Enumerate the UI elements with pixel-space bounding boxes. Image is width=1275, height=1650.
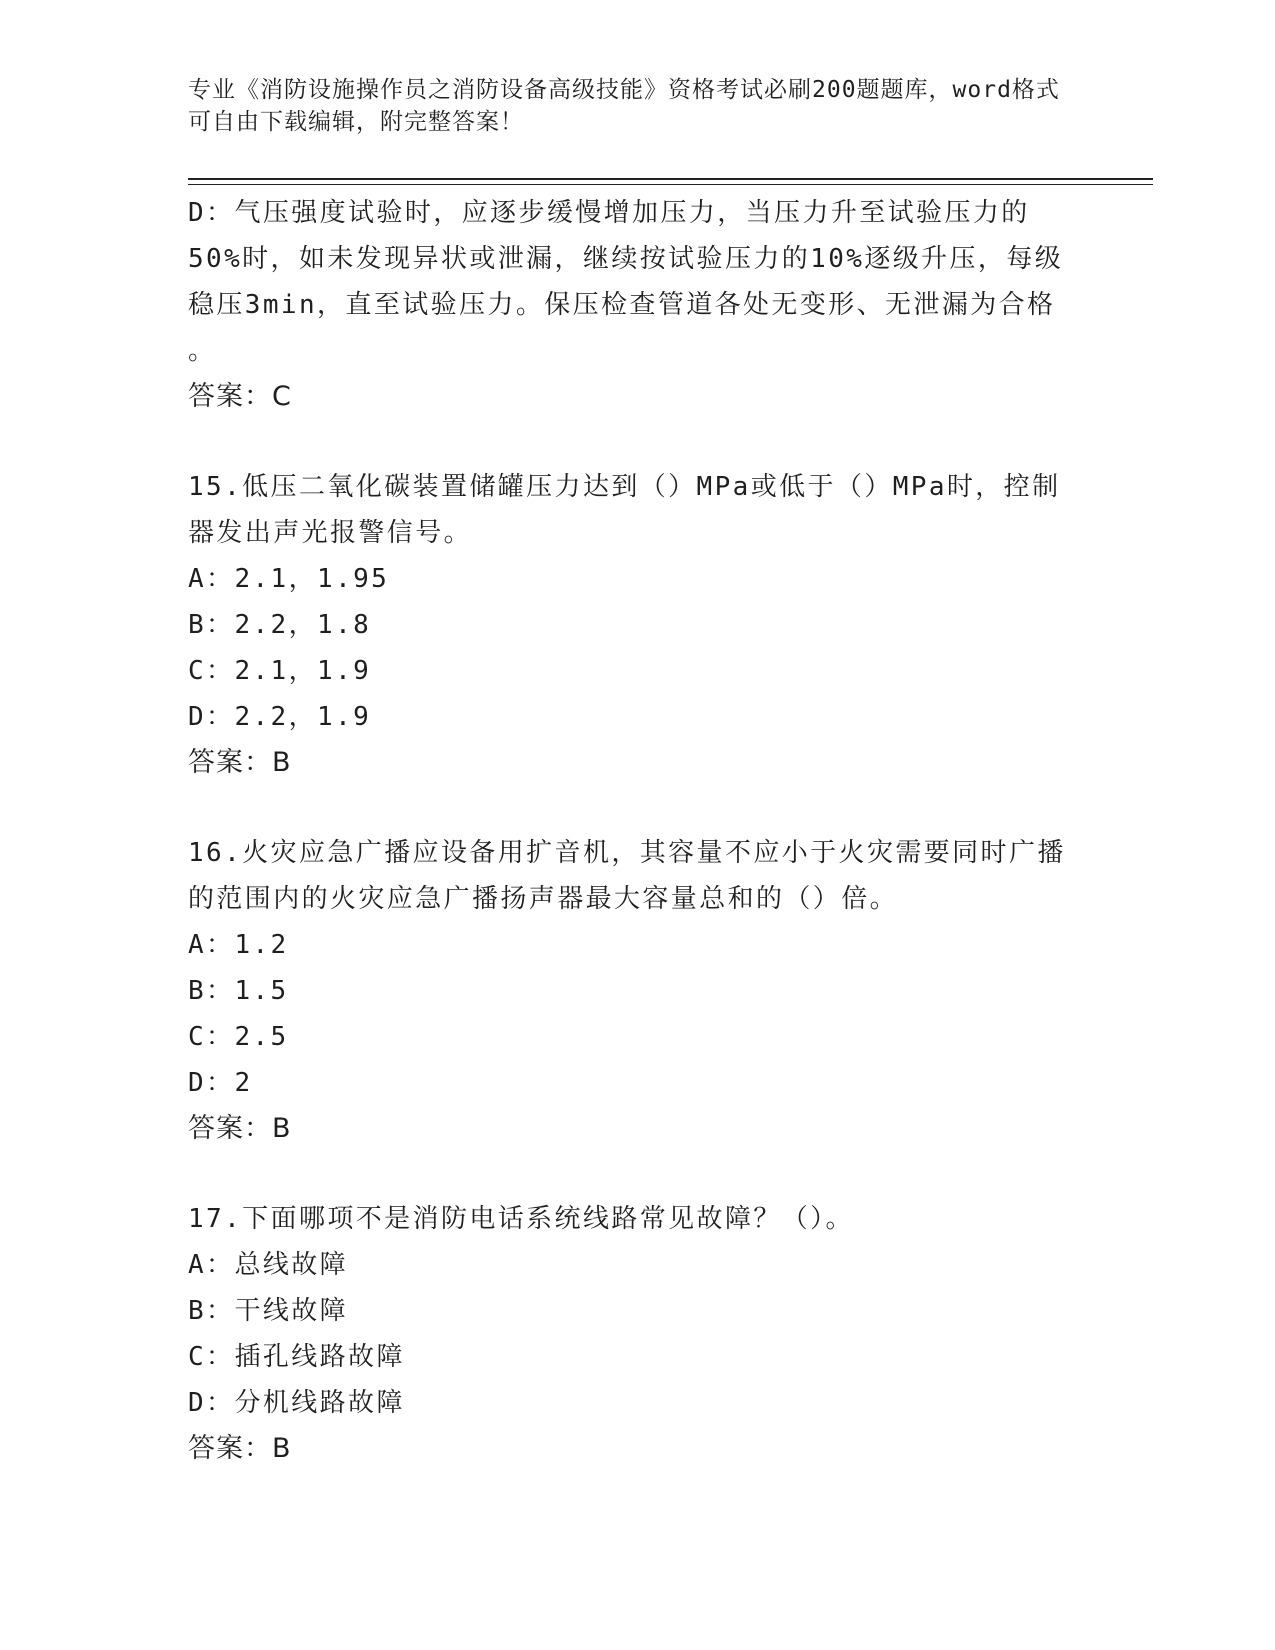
carryover-option-d [188,190,1088,374]
answer-line: 答案：B [188,1113,292,1144]
question-16 [188,830,1088,1152]
header-divider-thin [188,184,1153,185]
option-a: A：总线故障 [188,1250,349,1280]
question-gap [188,420,1088,464]
question-stem: 的范围内的火灾应急广播扬声器最大容量总和的（）倍。 [188,884,899,914]
option-c: C：2.5 [188,1022,289,1052]
option-c: C：2.1，1.9 [188,656,372,686]
option-d: D：分机线路故障 [188,1388,405,1418]
option-d: D：2.2，1.9 [188,702,372,732]
answer-line: 答案：B [188,1433,292,1464]
question-stem: 16.火灾应急广播应设备用扩音机，其容量不应小于火灾需要同时广播 [188,838,1066,868]
question-stem: 15.低压二氧化碳装置储罐压力达到（）MPa或低于（）MPa时，控制 [188,472,1061,502]
question-stem: 器发出声光报警信号。 [188,518,473,548]
question-15 [188,464,1088,786]
question-gap [188,1152,1088,1196]
option-c: C：插孔线路故障 [188,1342,405,1372]
answer-line: 答案：B [188,747,292,778]
question-content [188,190,1088,1472]
question-gap [188,786,1088,830]
option-line: 50%时，如未发现异状或泄漏，继续按试验压力的10%逐级升压，每级 [188,244,1064,274]
option-b: B：2.2，1.8 [188,610,372,640]
header-text: 专业《消防设施操作员之消防设备高级技能》资格考试必刷200题题库，word格式可自由下载编辑，附完整答案！ [188,77,1060,135]
option-line: 稳压3min，直至试验压力。保压检查管道各处无变形、无泄漏为合格 [188,290,1056,320]
option-b: B：1.5 [188,976,289,1006]
option-a: A：1.2 [188,930,289,960]
answer-line: 答案：C [188,381,292,412]
question-17 [188,1196,1088,1472]
option-a: A：2.1，1.95 [188,564,390,594]
option-b: B：干线故障 [188,1296,349,1326]
option-d: D：2 [188,1068,253,1098]
option-line: D：气压强度试验时，应逐步缓慢增加压力，当压力升至试验压力的 [188,198,1030,228]
question-stem: 17.下面哪项不是消防电话系统线路常见故障？（）。 [188,1204,854,1234]
option-line: 。 [188,336,217,366]
header-divider-thick [188,178,1153,180]
page-header [188,74,1068,138]
